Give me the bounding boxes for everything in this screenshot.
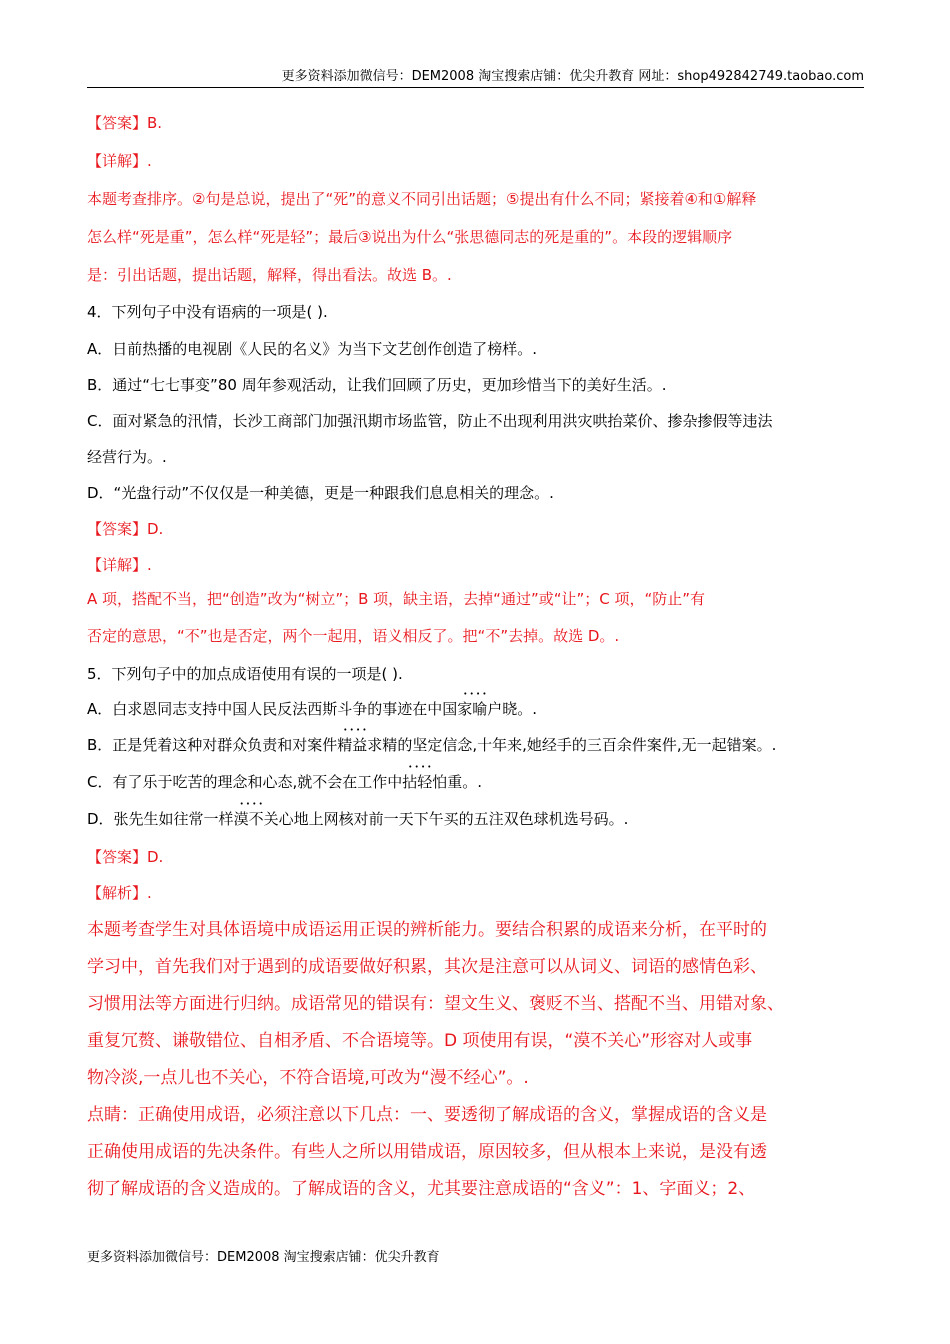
page-header: 更多资料添加微信号：DEM2008 淘宝搜索店铺：优尖升教育 网址：shop492842749.taobao.com (281, 69, 864, 84)
explain-line: 是：引出话题，提出话题，解释，得出看法。故选 B。. (87, 266, 452, 284)
explain-line: A 项，搭配不当，把“创造”改为“树立”；B 项，缺主语，去掉“通过”或“让”；C 项，“防止”有 (87, 590, 706, 608)
dotted-idiom: • • 拈轻怕重 (402, 773, 462, 791)
option-text: 。. (517, 700, 538, 718)
question-4-option-c: C．面对紧急的汛情，长沙工商部门加强汛期市场监管，防止不出现利用洪灾哄抬菜价、掺杂掺假等违法 (87, 412, 773, 430)
detail-label: 【详解】. (87, 556, 152, 574)
dotted-idiom: • • 家喻户晓 (457, 700, 517, 718)
question-4-option-c-cont: 经营行为。. (87, 448, 167, 466)
explain-line: 否定的意思，“不”也是否定，两个一起用，语义相反了。把“不”去掉。故选 D。. (87, 627, 620, 645)
analysis-line: 习惯用法等方面进行归纳。成语常见的错误有：望文生义、褒贬不当、搭配不当、用错对象、 (87, 994, 784, 1014)
option-text: D．张先生如往常一样 (87, 810, 234, 828)
dotted-idiom: • • 精益求精 (337, 736, 397, 754)
dotted-idiom: • • 漠不关心 (234, 810, 294, 828)
question-5-option-d (87, 808, 628, 829)
analysis-line: 本题考查学生对具体语境中成语运用正误的辨析能力。要结合积累的成语来分析，在平时的 (87, 920, 767, 940)
page-footer: 更多资料添加微信号：DEM2008 淘宝搜索店铺：优尖升教育 (87, 1250, 440, 1265)
question-4-option-a: A．日前热播的电视剧《人民的名义》为当下文艺创作创造了榜样。. (87, 340, 538, 358)
analysis-line: 物冷淡,一点儿也不关心，不符合语境,可改为“漫不经心”。. (87, 1068, 529, 1088)
analysis-line: 学习中，首先我们对于遇到的成语要做好积累，其次是注意可以从词义、词语的感情色彩、 (87, 957, 767, 977)
analysis-line: 重复冗赘、谦敬错位、自相矛盾、不合语境等。D 项使用有误，“漠不关心”形容对人或事 (87, 1031, 753, 1051)
option-text: C．有了乐于吃苦的理念和心态,就不会在工作中 (87, 773, 403, 791)
analysis-line: 点睛：正确使用成语，必须注意以下几点：一、要透彻了解成语的含义，掌握成语的含义是 (87, 1105, 767, 1125)
question-4-option-d: D．“光盘行动”不仅仅是一种美德，更是一种跟我们息息相关的理念。. (87, 484, 554, 502)
option-text: 。. (462, 773, 483, 791)
question-5-option-c (87, 771, 482, 792)
explain-line: 怎么样“死是重”，怎么样“死是轻”；最后③说出为什么“张思德同志的死是重的”。本段的逻辑顺序 (87, 228, 733, 246)
option-text: B．正是凭着这种对群众负责和对案件 (87, 736, 338, 754)
detail-label: 【详解】. (87, 152, 152, 170)
analysis-line: 彻了解成语的含义造成的。了解成语的含义，尤其要注意成语的“含义”：1、字面义；2、 (87, 1179, 756, 1199)
question-4-stem: 4．下列句子中没有语病的一项是( ). (87, 303, 328, 321)
option-text: A．白求恩同志支持中国人民反法西斯斗争的事迹在中国 (87, 700, 458, 718)
answer-label: 【答案】D. (87, 848, 164, 866)
answer-label: 【答案】D. (87, 520, 164, 538)
answer-label: 【答案】B. (87, 114, 163, 132)
option-text: 的坚定信念,十年来,她经手的三百余件案件,无一起错案。. (397, 736, 777, 754)
question-5-stem: 5．下列句子中的加点成语使用有误的一项是( ). (87, 665, 403, 683)
question-5-option-b (87, 734, 776, 755)
explain-line: 本题考查排序。②句是总说，提出了“死”的意义不同引出话题；⑤提出有什么不同；紧接着④和①解释 (87, 190, 757, 208)
question-5-option-a (87, 698, 537, 719)
analysis-line: 正确使用成语的先决条件。有些人之所以用错成语，原因较多，但从根本上来说，是没有透 (87, 1142, 767, 1162)
question-4-option-b: B．通过“七七事变”80 周年参观活动，让我们回顾了历史，更加珍惜当下的美好生活。. (87, 376, 667, 394)
header-rule (87, 87, 864, 88)
analysis-label: 【解析】. (87, 884, 152, 902)
option-text: 地上网核对前一天下午买的五注双色球机选号码。. (293, 810, 629, 828)
